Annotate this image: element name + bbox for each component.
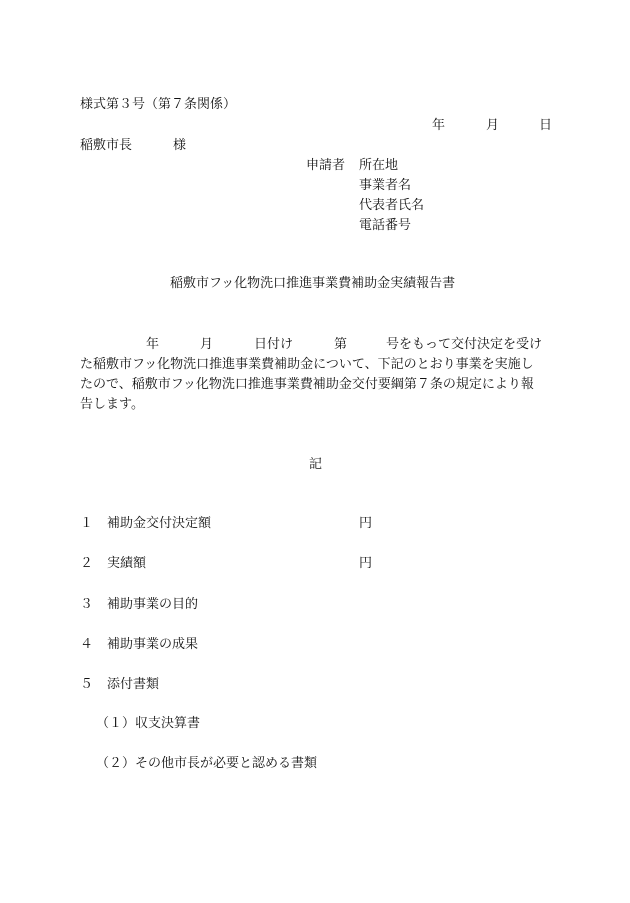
applicant-representative-label: 代表者氏名: [359, 198, 425, 213]
body-line-3: たので、稲敷市フッ化物洗口推進事業費補助金交付要綱第７条の規定により報: [80, 377, 534, 392]
applicant-phone-label: 電話番号: [359, 218, 412, 233]
item-number: ４: [80, 637, 94, 652]
date-day-label: 日: [539, 118, 553, 133]
body-month-label: 月: [200, 337, 214, 352]
item-row: [0, 677, 630, 693]
ki-heading: 記: [309, 457, 323, 472]
item-row: [0, 556, 630, 572]
item-number: ３: [80, 597, 94, 612]
item-row: [0, 516, 630, 532]
item-label: 補助金交付決定額: [107, 516, 212, 531]
body-line-4: 告します。: [80, 397, 144, 412]
addressee-name: 稲敷市長: [80, 138, 133, 153]
item-label: 補助事業の成果: [107, 637, 199, 652]
form-number: 様式第３号（第７条関係）: [80, 97, 237, 112]
item-label: 添付書類: [107, 677, 160, 692]
item-number: ２: [80, 556, 94, 571]
applicant-label: 申請者: [306, 158, 346, 173]
attachment-item: （１）収支決算書: [96, 716, 201, 731]
item-label: 補助事業の目的: [107, 597, 199, 612]
applicant-address-label: 所在地: [359, 158, 399, 173]
body-line-2: た稲敷市フッ化物洗口推進事業費補助金について、下記のとおり事業を実施し: [80, 357, 534, 372]
applicant-business-name-label: 事業者名: [359, 178, 412, 193]
item-number: ５: [80, 677, 94, 692]
body-paragraph: [80, 335, 550, 415]
body-line-1: [80, 335, 550, 355]
date-month-label: 月: [486, 118, 500, 133]
addressee-honorific: 様: [173, 138, 187, 153]
body-line-1-rest: 号をもって交付決定を受け: [386, 337, 543, 352]
item-row: [0, 597, 630, 613]
attachment-item: （２）その他市長が必要と認める書類: [96, 756, 318, 771]
date-year-label: 年: [432, 118, 446, 133]
item-yen-unit: 円: [359, 556, 373, 571]
item-number: １: [80, 516, 94, 531]
document-title: 稲敷市フッ化物洗口推進事業費補助金実績報告書: [170, 276, 456, 291]
item-label: 実績額: [107, 556, 147, 571]
item-row: [0, 637, 630, 653]
body-number-prefix: 第: [334, 337, 348, 352]
body-year-label: 年: [146, 337, 160, 352]
body-date-suffix: 日付け: [254, 337, 294, 352]
item-yen-unit: 円: [359, 516, 373, 531]
